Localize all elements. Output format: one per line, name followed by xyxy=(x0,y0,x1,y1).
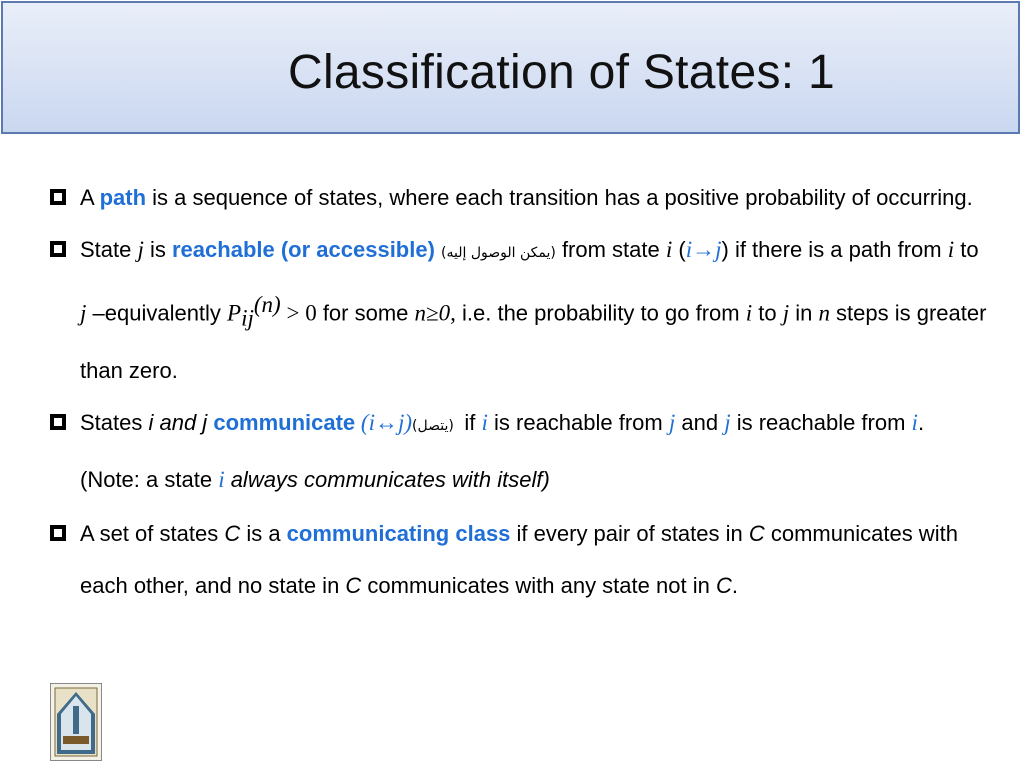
arabic-gloss: (يمكن الوصول إليه) xyxy=(441,245,556,261)
slide-title: Classification of States: 1 xyxy=(287,46,836,99)
communicate-symbol: (i↔j) xyxy=(355,409,413,435)
keyword-path: path xyxy=(99,185,147,210)
bullet-path: A path is a sequence of states, where each transition has a positive probability of occurring. xyxy=(50,172,990,224)
square-bullet-icon xyxy=(50,414,66,430)
square-bullet-icon xyxy=(50,525,66,541)
reach-symbol: i→j xyxy=(685,237,722,262)
prob-P: P xyxy=(227,300,242,326)
keyword-communicating-class: communicating class xyxy=(286,520,511,546)
bullet-communicating-class: A set of states C is a communicating class if every pair of states in C communicates with each other, and no state in C communicates with any state not in C. xyxy=(50,508,990,612)
arabic-gloss: (يتصل) xyxy=(412,417,459,434)
slide-body xyxy=(50,172,990,612)
bullet-communicate: States i and j communicate (i↔j) (يتصل) if i is reachable from j and j is reachable from i. xyxy=(50,397,990,452)
note-line: (Note: a state i always communicates with itself) xyxy=(80,466,550,492)
university-logo-icon xyxy=(50,683,102,761)
title-bar xyxy=(1,1,1020,134)
keyword-communicate: communicate xyxy=(213,409,356,435)
keyword-reachable: reachable (or accessible) xyxy=(172,237,435,262)
square-bullet-icon xyxy=(50,241,66,257)
square-bullet-icon xyxy=(50,189,66,205)
bullet-reachable: State j is reachable (or accessible) (يمكن الوصول إليه) from state i (i→j) if there is a path from i to j –equivalently $P_{ij}^{(n)} > 0$ for some n≥0, i.e. the probability to go from i to j in n steps is greater than zero. xyxy=(50,224,990,397)
